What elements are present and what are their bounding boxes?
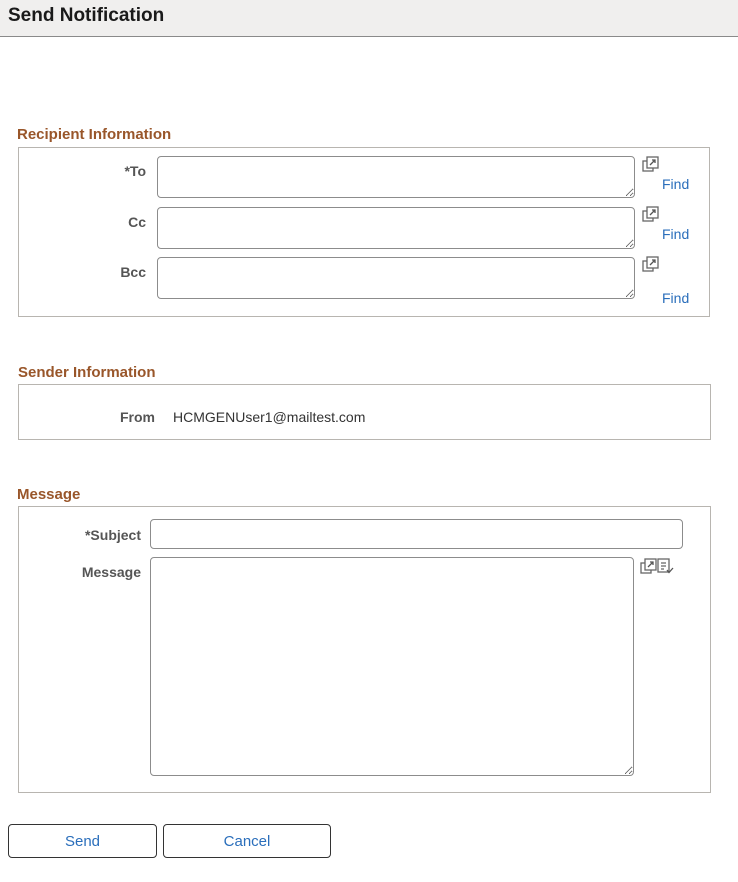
message-label: Message — [81, 564, 141, 580]
bcc-field[interactable] — [157, 257, 635, 299]
from-value: HCMGENUser1@mailtest.com — [173, 409, 366, 425]
cc-field[interactable] — [157, 207, 635, 249]
to-label: *To — [124, 163, 146, 179]
expand-bcc-icon[interactable] — [642, 255, 660, 273]
cc-label: Cc — [128, 214, 146, 230]
expand-cc-icon[interactable] — [642, 205, 660, 223]
to-field[interactable] — [157, 156, 635, 198]
spell-check-icon[interactable] — [656, 557, 674, 575]
find-to-link[interactable]: Find — [662, 176, 690, 192]
message-body-field[interactable] — [150, 557, 634, 776]
subject-label: *Subject — [84, 527, 141, 543]
from-label: From — [120, 409, 155, 425]
expand-to-icon[interactable] — [642, 155, 660, 173]
cancel-button[interactable]: Cancel — [163, 824, 331, 858]
message-section-heading: Message — [17, 486, 81, 503]
recipient-section-heading: Recipient Information — [17, 126, 172, 143]
send-button[interactable]: Send — [8, 824, 157, 858]
find-cc-link[interactable]: Find — [662, 226, 690, 242]
find-bcc-link[interactable]: Find — [662, 290, 690, 306]
bcc-label: Bcc — [120, 264, 146, 280]
page-header — [0, 0, 738, 37]
page-title: Send Notification — [8, 5, 165, 26]
subject-input[interactable] — [150, 519, 683, 549]
sender-section-heading: Sender Information — [18, 364, 156, 381]
